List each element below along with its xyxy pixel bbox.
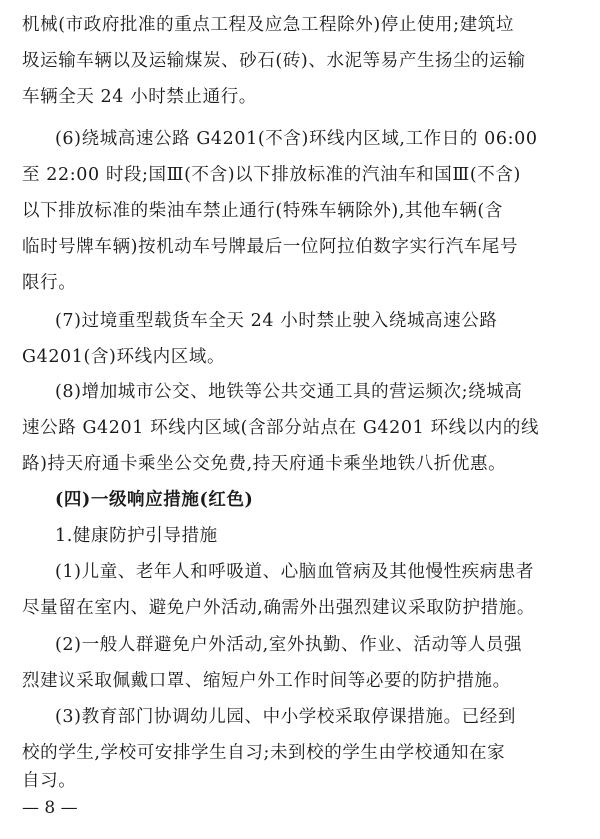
text-line: (3)教育部门协调幼儿园、中小学校采取停课措施。已经到: [55, 707, 516, 727]
text-line: 以下排放标准的柴油车禁止通行(特殊车辆除外),其他车辆(含: [22, 201, 503, 221]
text-line: (2)一般人群避免户外活动,室外执勤、作业、活动等人员强: [55, 635, 523, 655]
text-line: G4201(含)环线内区域。: [22, 347, 226, 367]
text-line: 机械(市政府批准的重点工程及应急工程除外)停止使用;建筑垃: [22, 15, 514, 35]
text-line: 烈建议采取佩戴口罩、缩短户外工作时间等必要的防护措施。: [22, 671, 511, 691]
text-line: 速公路 G4201 环线内区域(含部分站点在 G4201 环线以内的线: [22, 418, 540, 438]
page-number: — 8 —: [22, 798, 78, 818]
text-line: 自习。: [22, 771, 77, 791]
section-heading: (四)一级响应措施(红色): [55, 490, 254, 510]
text-line: 圾运输车辆以及运输煤炭、砂石(砖)、水泥等易产生扬尘的运输: [22, 51, 526, 71]
text-line: (6)绕城高速公路 G4201(不含)环线内区域,工作日的 06:00: [55, 129, 538, 149]
text-line: (1)儿童、老年人和呼吸道、心脑血管病及其他慢性疾病患者: [55, 562, 535, 582]
subsection-heading: 1.健康防护引导措施: [55, 526, 218, 546]
text-line: 车辆全天 24 小时禁止通行。: [22, 87, 257, 107]
text-line: 临时号牌车辆)按机动车号牌最后一位阿拉伯数字实行汽车尾号: [22, 237, 519, 257]
text-line: 路)持天府通卡乘坐公交免费,持天府通卡乘坐地铁八折优惠。: [22, 454, 507, 474]
text-line: 校的学生,学校可安排学生自习;未到校的学生由学校通知在家: [22, 743, 506, 763]
text-line: (8)增加城市公交、地铁等公共交通工具的营运频次;绕城高: [55, 382, 523, 402]
text-line: 限行。: [22, 273, 77, 293]
text-line: 至 22:00 时段;国Ⅲ(不含)以下排放标准的汽油车和国Ⅲ(不含): [22, 165, 521, 185]
text-line: 尽量留在室内、避免户外活动,确需外出强烈建议采取防护措施。: [22, 598, 535, 618]
text-line: (7)过境重型载货车全天 24 小时禁止驶入绕城高速公路: [55, 311, 498, 331]
